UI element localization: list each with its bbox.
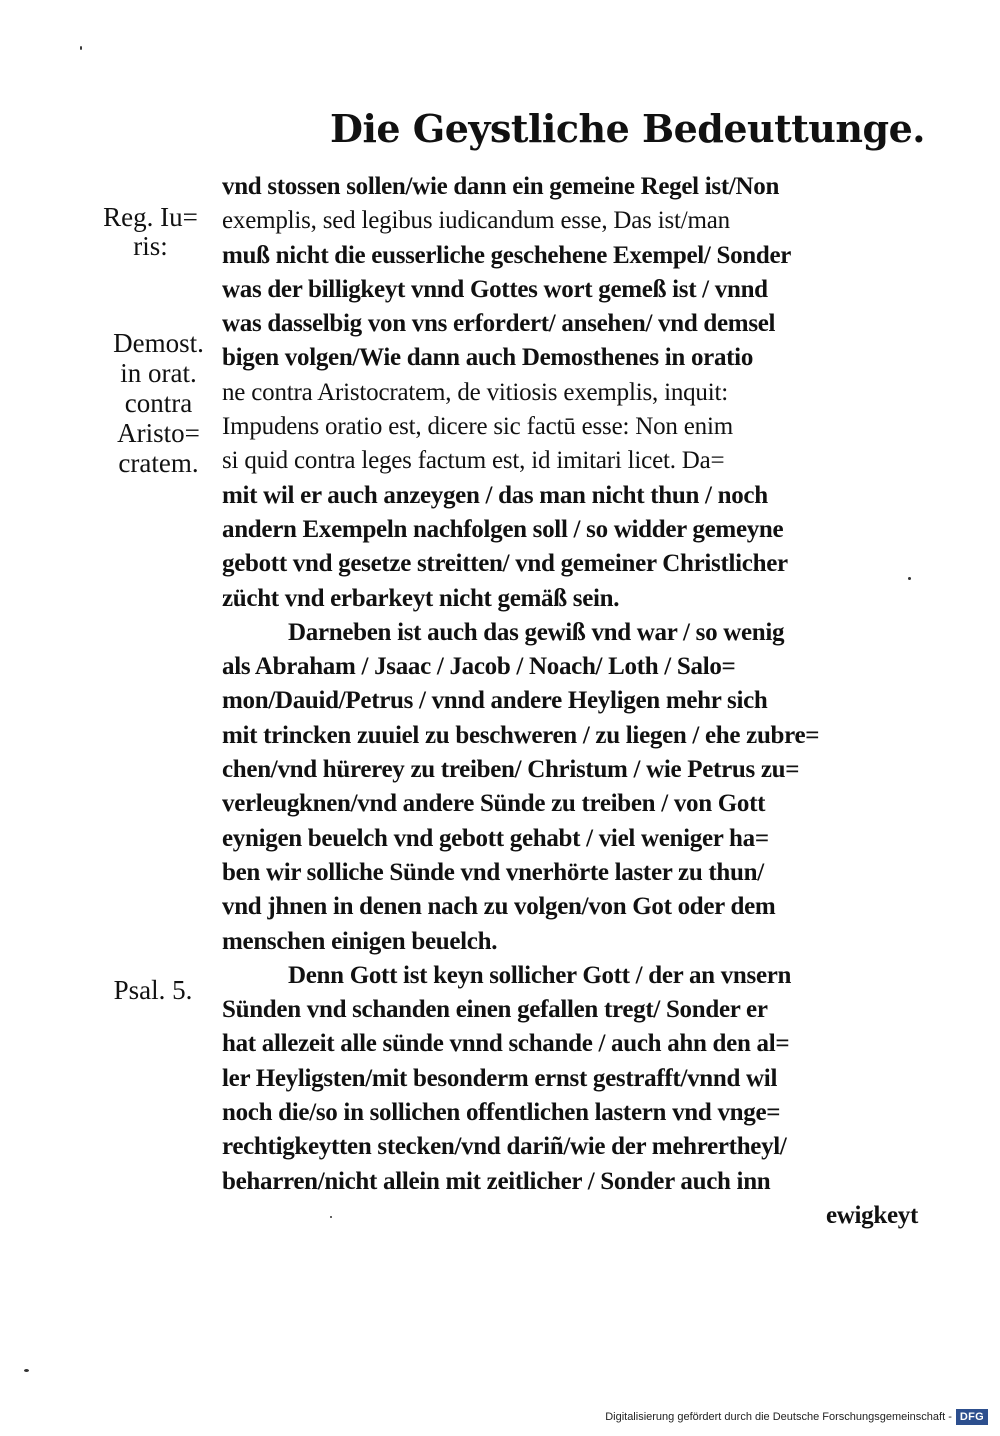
body-line: chen/vnd hürerey zu treiben/ Christum / wie Petrus zu= [222, 756, 800, 784]
margin-note-line: Reg. Iu= [103, 202, 198, 232]
body-line: mon/Dauid/Petrus / vnnd andere Heyligen mehr sich [222, 687, 768, 715]
margin-note-reg-iuris [88, 203, 213, 261]
body-line: was der billigkeyt vnnd Gottes wort gemeß ist / vnnd [222, 275, 768, 303]
body-line: vnd jhnen in denen nach zu volgen/von Got oder dem [222, 893, 776, 921]
scan-speck [330, 1216, 332, 1218]
catchword: ewigkeyt [825, 1201, 918, 1229]
body-line: verleugknen/vnd andere Sünde zu treiben / von Gott [222, 790, 766, 818]
margin-note-psal: Psal. 5. [113, 975, 193, 1005]
body-line: Denn Gott ist keyn sollicher Gott / der an vnsern [288, 961, 792, 989]
body-line: menschen einigen beuelch. [222, 927, 498, 955]
body-line: si quid contra leges factum est, id imitari licet. Da= [222, 447, 725, 475]
scan-speck [908, 577, 911, 580]
body-line: mit trincken zuuiel zu beschweren / zu liegen / ehe zubre= [222, 721, 820, 749]
body-line: Impudens oratio est, dicere sic factū esse: Non enim [222, 413, 733, 441]
body-line: muß nicht die eusserliche geschehene Exempel/ Sonder [222, 241, 792, 269]
body-line: hat allezeit alle sünde vnnd schande / auch ahn den al= [222, 1030, 790, 1058]
body-line: vnd stossen sollen/wie dann ein gemeine Regel ist/Non [222, 173, 780, 200]
body-line: rechtigkeytten stecken/vnd dariñ/wie der mehrertheyl/ [222, 1133, 787, 1161]
body-line: andern Exempeln nachfolgen soll / so widder gemeyne [222, 515, 784, 543]
body-line: Sünden vnd schanden einen gefallen tregt/ Sonder er [222, 996, 768, 1024]
margin-note-line: contra [124, 388, 193, 418]
margin-note-line: Demost. [113, 328, 204, 358]
digitization-footer [605, 1408, 988, 1426]
body-line: eynigen beuelch vnd gebott gehabt / viel weniger ha= [222, 824, 769, 852]
margin-note-line: in orat. [120, 358, 197, 388]
body-line: was dasselbig von vns erfordert/ ansehen/ vnd demsel [222, 310, 776, 338]
scan-speck [80, 46, 82, 50]
body-line: mit wil er auch anzeygen / das man nicht thun / noch [222, 481, 768, 509]
margin-note-line: cratem. [118, 448, 199, 478]
margin-note-line: Aristo= [117, 418, 200, 448]
body-line: ne contra Aristocratem, de vitiosis exemplis, inquit: [222, 378, 728, 406]
margin-note-demost [96, 328, 221, 478]
running-head: Die Geystliche Bedeuttunge. [330, 106, 926, 151]
body-line: ben wir solliche Sünde vnd vnerhörte laster zu thun/ [222, 858, 764, 886]
body-line: Darneben ist auch das gewiß vnd war / so wenig [288, 618, 785, 646]
body-line: gebott vnd gesetze streitten/ vnd gemeiner Christlicher [222, 550, 788, 578]
margin-note-line: ris: [133, 231, 168, 261]
scan-speck [24, 1369, 29, 1372]
body-line: beharren/nicht allein mit zeitlicher / Sonder auch inn [222, 1167, 771, 1195]
body-line: ler Heyligsten/mit besonderm ernst gestrafft/vnnd wil [222, 1064, 778, 1092]
body-line: noch die/so in sollichen offentlichen lastern vnd vnge= [222, 1099, 781, 1127]
dfg-logo: DFG [956, 1409, 988, 1425]
body-text [222, 170, 922, 1233]
footer-credit-text: Digitalisierung gefördert durch die Deutsche Forschungsgemeinschaft - [605, 1411, 952, 1423]
body-line: exemplis, sed legibus iudicandum esse, Das ist/man [222, 207, 730, 235]
body-line: zücht vnd erbarkeyt nicht gemäß sein. [222, 584, 620, 612]
body-line: als Abraham / Jsaac / Jacob / Noach/ Loth / Salo= [222, 653, 736, 681]
body-line: bigen volgen/Wie dann auch Demosthenes in oratio [222, 344, 754, 372]
